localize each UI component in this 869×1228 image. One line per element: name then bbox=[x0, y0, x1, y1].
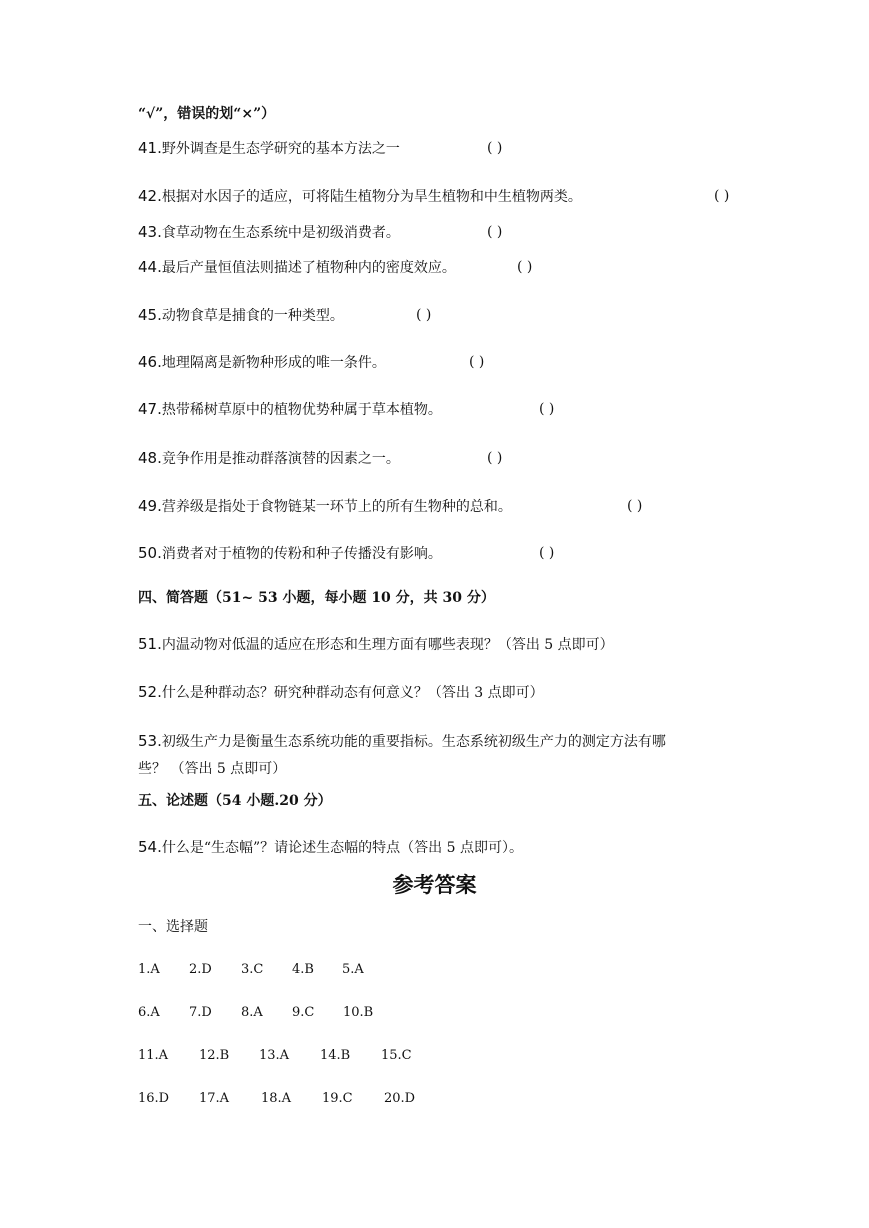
question-50 bbox=[138, 544, 442, 563]
question-53 bbox=[138, 732, 666, 751]
answer-item: 17.A bbox=[199, 1091, 230, 1106]
answer-item: 16.D bbox=[138, 1091, 170, 1106]
question-text: 什么是种群动态？研究种群动态有何意义？（答出 3 点即可） bbox=[161, 685, 544, 701]
question-49 bbox=[138, 497, 512, 516]
section-heading-essay: 五、论述题（54 小题.20 分） bbox=[138, 793, 332, 809]
answer-item: 4.B bbox=[292, 962, 314, 977]
question-46 bbox=[138, 353, 386, 372]
answer-item: 5.A bbox=[342, 962, 364, 977]
answer-item: 19.C bbox=[322, 1091, 353, 1106]
question-41 bbox=[138, 139, 400, 158]
question-number: 48. bbox=[138, 449, 162, 467]
answer-blank: ( ) bbox=[714, 188, 730, 204]
answer-item: 14.B bbox=[320, 1048, 351, 1063]
question-51 bbox=[138, 635, 614, 654]
question-number: 51. bbox=[138, 635, 162, 653]
answer-item: 10.B bbox=[343, 1005, 374, 1020]
answer-blank: ( ) bbox=[487, 224, 503, 240]
answer-blank: ( ) bbox=[469, 354, 485, 370]
question-text: 食草动物在生态系统中是初级消费者。 bbox=[161, 225, 400, 241]
question-text: 什么是“生态幅”？请论述生态幅的特点（答出 5 点即可）。 bbox=[161, 840, 523, 856]
answer-blank: ( ) bbox=[517, 259, 533, 275]
question-number: 53. bbox=[138, 732, 162, 750]
answer-blank: ( ) bbox=[539, 545, 555, 561]
answer-blank: ( ) bbox=[487, 140, 503, 156]
question-45 bbox=[138, 306, 344, 325]
answer-blank: ( ) bbox=[627, 498, 643, 514]
answer-item: 20.D bbox=[384, 1091, 416, 1106]
question-text: 动物食草是捕食的一种类型。 bbox=[161, 308, 344, 324]
question-number: 43. bbox=[138, 223, 162, 241]
question-47 bbox=[138, 400, 442, 419]
question-number: 49. bbox=[138, 497, 162, 515]
question-text: 野外调查是生态学研究的基本方法之一 bbox=[161, 141, 400, 157]
question-number: 54. bbox=[138, 838, 162, 856]
question-number: 46. bbox=[138, 353, 162, 371]
answer-item: 13.A bbox=[259, 1048, 290, 1063]
question-text: 热带稀树草原中的植物优势种属于草本植物。 bbox=[161, 402, 442, 418]
question-text: 消费者对于植物的传粉和种子传播没有影响。 bbox=[161, 546, 442, 562]
answer-item: 6.A bbox=[138, 1005, 160, 1020]
answer-blank: ( ) bbox=[487, 450, 503, 466]
question-48 bbox=[138, 449, 400, 468]
question-number: 52. bbox=[138, 683, 162, 701]
question-44 bbox=[138, 258, 456, 277]
question-number: 44. bbox=[138, 258, 162, 276]
question-text: 最后产量恒值法则描述了植物种内的密度效应。 bbox=[161, 260, 456, 276]
question-42 bbox=[138, 187, 582, 206]
judge-instruction-tail: “√”，错误的划“×”） bbox=[138, 106, 276, 122]
answer-item: 18.A bbox=[261, 1091, 292, 1106]
question-text: 初级生产力是衡量生态系统功能的重要指标。生态系统初级生产力的测定方法有哪 bbox=[161, 734, 666, 750]
answer-item: 7.D bbox=[189, 1005, 212, 1020]
answer-item: 2.D bbox=[189, 962, 212, 977]
answer-section-choice: 一、选择题 bbox=[138, 919, 208, 935]
answer-blank: ( ) bbox=[539, 401, 555, 417]
answer-item: 11.A bbox=[138, 1048, 169, 1063]
section-heading-short-answer: 四、简答题（51~ 53 小题，每小题 10 分，共 30 分） bbox=[138, 590, 495, 606]
answer-item: 1.A bbox=[138, 962, 160, 977]
question-text: 根据对水因子的适应，可将陆生植物分为旱生植物和中生植物两类。 bbox=[161, 189, 582, 205]
question-text: 竞争作用是推动群落演替的因素之一。 bbox=[161, 451, 400, 467]
question-text: 营养级是指处于食物链某一环节上的所有生物种的总和。 bbox=[161, 499, 512, 515]
answer-item: 12.B bbox=[199, 1048, 230, 1063]
question-53-continued: 些？ （答出 5 点即可） bbox=[138, 761, 287, 777]
question-number: 42. bbox=[138, 187, 162, 205]
question-text: 地理隔离是新物种形成的唯一条件。 bbox=[161, 355, 386, 371]
question-number: 41. bbox=[138, 139, 162, 157]
answer-item: 15.C bbox=[381, 1048, 412, 1063]
question-43 bbox=[138, 223, 400, 242]
answer-item: 8.A bbox=[241, 1005, 263, 1020]
question-number: 45. bbox=[138, 306, 162, 324]
answer-item: 9.C bbox=[292, 1005, 315, 1020]
question-number: 47. bbox=[138, 400, 162, 418]
question-text: 内温动物对低温的适应在形态和生理方面有哪些表现？（答出 5 点即可） bbox=[161, 637, 614, 653]
answer-key-title: 参考答案 bbox=[392, 872, 477, 897]
answer-item: 3.C bbox=[241, 962, 264, 977]
question-number: 50. bbox=[138, 544, 162, 562]
question-54 bbox=[138, 838, 523, 857]
answer-blank: ( ) bbox=[416, 307, 432, 323]
question-52 bbox=[138, 683, 544, 702]
